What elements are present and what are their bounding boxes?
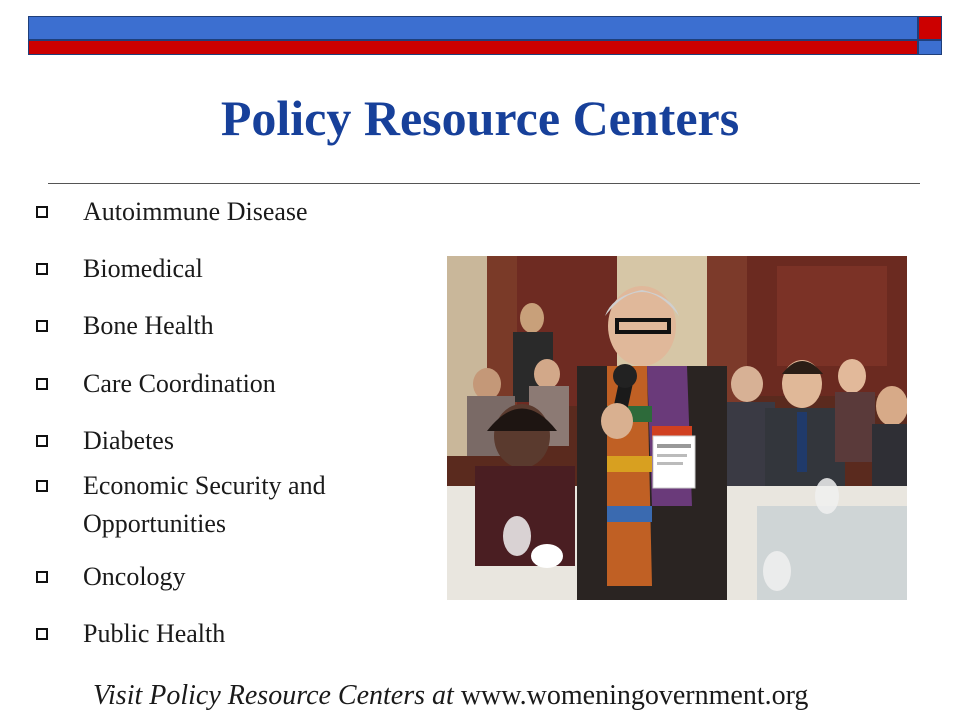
square-bullet-icon <box>36 628 48 640</box>
title-divider <box>48 183 920 184</box>
bullet-label: Bone Health <box>83 311 214 340</box>
square-bullet-icon <box>36 378 48 390</box>
bullet-label: Autoimmune Disease <box>83 197 308 226</box>
bullet-label: Diabetes <box>83 426 174 455</box>
square-bullet-icon <box>36 206 48 218</box>
footer-prefix: Visit Policy Resource Centers at <box>93 680 461 711</box>
footer-note <box>93 676 808 716</box>
bullet-label-continued: Opportunities <box>83 509 226 538</box>
header-bar-blue <box>28 16 918 40</box>
conference-photo <box>447 256 907 600</box>
bullet-label: Public Health <box>83 619 226 648</box>
header-square-blue <box>918 40 942 55</box>
bullet-label: Biomedical <box>83 254 203 283</box>
square-bullet-icon <box>36 263 48 275</box>
square-bullet-icon <box>36 480 48 492</box>
header-square-red <box>918 16 942 40</box>
bullet-label: Oncology <box>83 562 186 591</box>
bullet-label: Care Coordination <box>83 369 276 398</box>
slide-title: Policy Resource Centers <box>220 90 740 146</box>
square-bullet-icon <box>36 571 48 583</box>
footer-url-link[interactable]: www.womeningovernment.org <box>460 680 809 711</box>
square-bullet-icon <box>36 320 48 332</box>
square-bullet-icon <box>36 435 48 447</box>
header-bar-red <box>28 40 918 55</box>
bullet-label: Economic Security and <box>83 471 326 500</box>
